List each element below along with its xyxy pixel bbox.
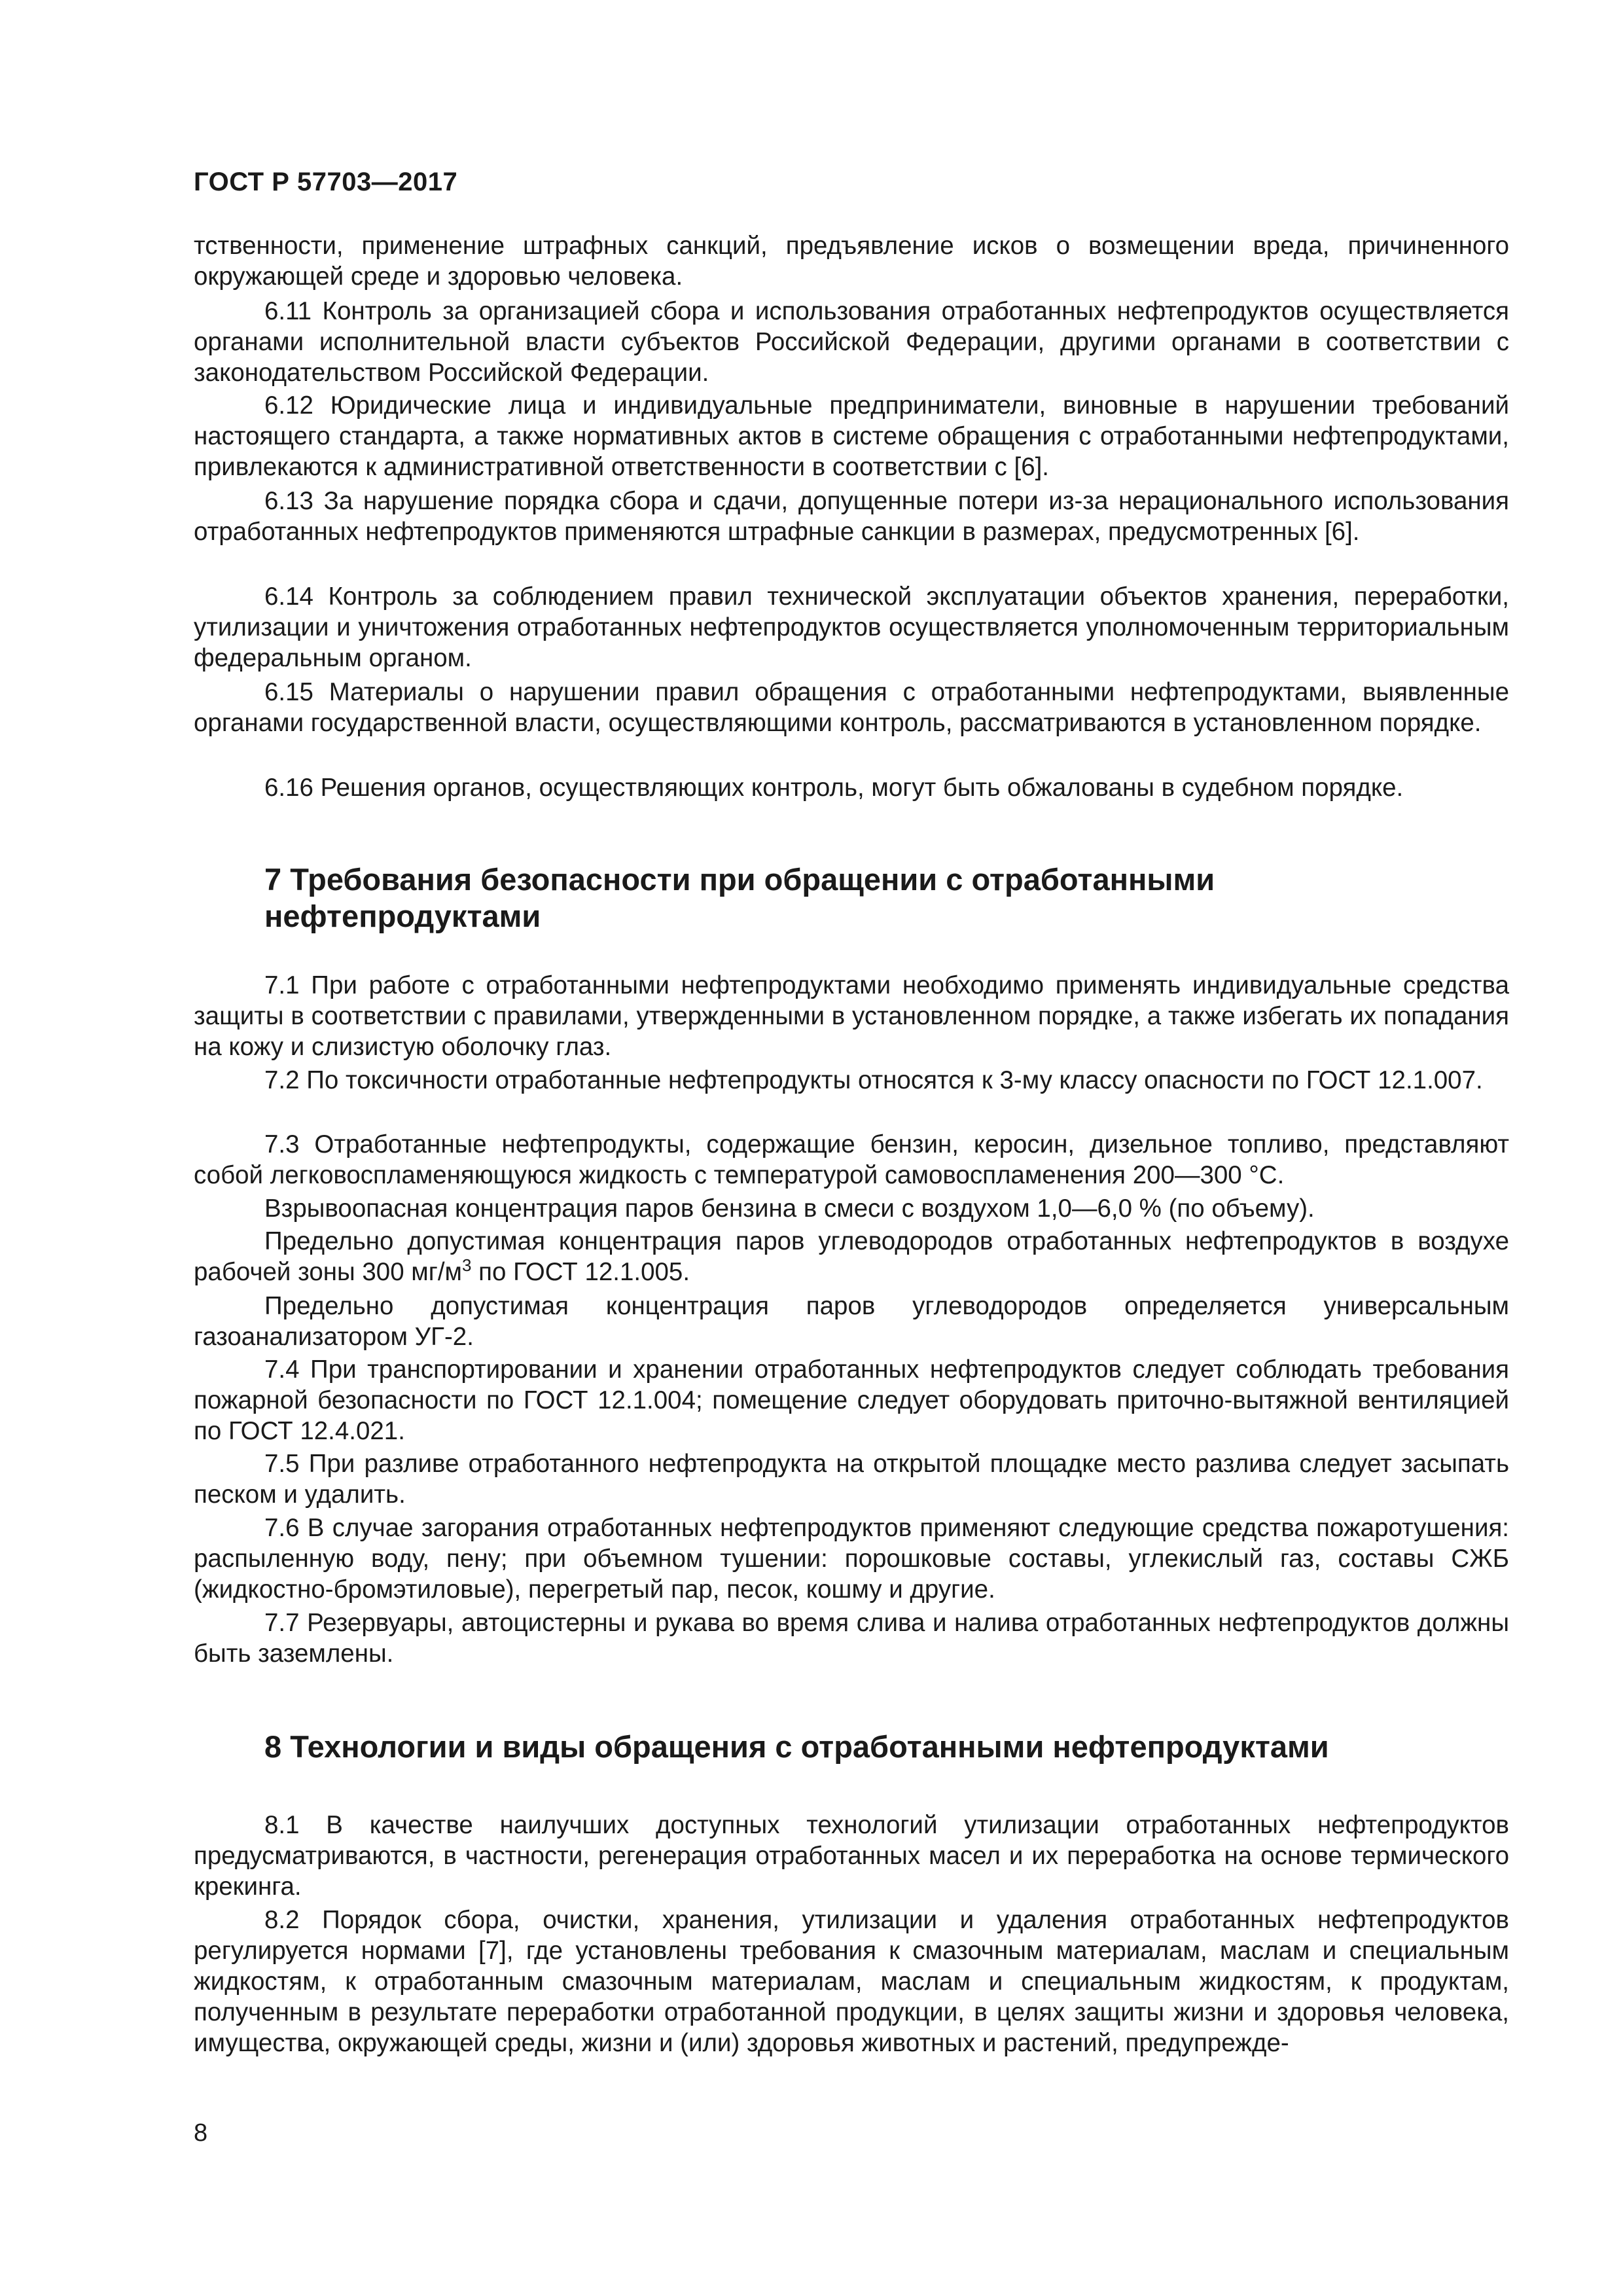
paragraph-continuation: тственности, применение штрафных санкций, предъявление исков о возмещении вреда, причиненного окружающей среде и здоровью человека. [194,232,1509,291]
paragraph-6-13: 6.13 За нарушение порядка сбора и сдачи, допущенные потери из-за нерационального использования отработанных нефтепродуктов применяются штрафные санкции в размерах, предусмотренных [6]. [194,487,1509,546]
mpc-text: Предельно допустимая концентрация паров углеводородов отработанных нефтепродуктов в воздухе рабочей зоны 300 мг/м [194,1227,1509,1286]
paragraph-6-16: 6.16 Решения органов, осуществляющих контроль, могут быть обжалованы в судебном порядке. [264,774,1404,802]
paragraph-7-3: 7.3 Отработанные нефтепродукты, содержащие бензин, керосин, дизельное топливо, представляют собой легковоспламеняющуюся жидкость с температурой самовоспламенения 200—300 °С. [194,1130,1509,1189]
document-page [194,0,1509,2296]
section-7-heading-line1: 7 Требования безопасности при обращении с отработанными [264,862,1215,897]
paragraph-6-12: 6.12 Юридические лица и индивидуальные предприниматели, виновные в нарушении требований настоящего стандарта, а также нормативных актов в системе обращения с отработанными нефтепродуктами, привлекаются к административной ответственности в соответствии с [6]. [194,391,1509,481]
paragraph-7-6: 7.6 В случае загорания отработанных нефтепродуктов применяют следующие средства пожаротушения: распыленную воду, пену; при объемном тушении: порошковые составы, углекислый газ, составы СЖБ (жидкостно-бромэтиловые), перегретый пар, песок, кошму и другие. [194,1514,1509,1604]
paragraph-8-2: 8.2 Порядок сбора, очистки, хранения, утилизации и удаления отработанных нефтепродуктов регулируется нормами [7], где установлены требования к смазочным материалам, маслам и специальным жидкостям, к отработанным смазочным материалам, маслам и специальным жидкостям, к продуктам, полученным в результате переработки отработанной продукции, в целях защиты жизни и здоровья человека, имущества, окружающей среды, жизни и (или) здоровья животных и растений, предупрежде- [194,1906,1509,2057]
paragraph-7-3-explosive: Взрывоопасная концентрация паров бензина в смеси с воздухом 1,0—6,0 % (по объему). [264,1194,1315,1223]
section-7-heading [264,861,1508,935]
paragraph-7-3-mpc [194,1226,1509,1287]
paragraph-6-14: 6.14 Контроль за соблюдением правил технической эксплуатации объектов хранения, переработки, утилизации и уничтожения отработанных нефтепродуктов осуществляется уполномоченным территориальным федеральным органом. [194,583,1509,672]
paragraph-7-5: 7.5 При разливе отработанного нефтепродукта на открытой площадке место разлива следует засыпать песком и удалить. [194,1450,1509,1509]
page-number: 8 [194,2119,208,2147]
paragraph-7-1: 7.1 При работе с отработанными нефтепродуктами необходимо применять индивидуальные средства защиты в соответствии с правилами, утвержденными в установленном порядке, а также избегать их попадания на кожу и слизистую оболочку глаз. [194,971,1509,1061]
paragraph-8-1: 8.1 В качестве наилучших доступных технологий утилизации отработанных нефтепродуктов предусматриваются, в частности, регенерация отработанных масел и их переработка на основе термического крекинга. [194,1811,1509,1901]
paragraph-6-15: 6.15 Материалы о нарушении правил обращения с отработанными нефтепродуктами, выявленные органами государственной власти, осуществляющими контроль, рассматриваются в установленном порядке. [194,678,1509,737]
section-7-heading-line2: нефтепродуктами [264,899,541,933]
document-code-header: ГОСТ Р 57703—2017 [194,168,458,196]
mpc-text-end: по ГОСТ 12.1.005. [471,1258,690,1286]
mpc-superscript: 3 [461,1255,472,1276]
section-8-heading: 8 Технологии и виды обращения с отработанными нефтепродуктами [264,1729,1329,1764]
paragraph-7-3-analyzer: Предельно допустимая концентрация паров углеводородов определяется универсальным газоанализатором УГ-2. [194,1292,1509,1351]
paragraph-7-4: 7.4 При транспортировании и хранении отработанных нефтепродуктов следует соблюдать требования пожарной безопасности по ГОСТ 12.1.004; помещение следует оборудовать приточно-вытяжной вентиляцией по ГОСТ 12.4.021. [194,1355,1509,1445]
paragraph-6-11: 6.11 Контроль за организацией сбора и использования отработанных нефтепродуктов осуществляется органами исполнительной власти субъектов Российской Федерации, другими органами в соответствии с законодательством Российской Федерации. [194,297,1509,387]
paragraph-7-7: 7.7 Резервуары, автоцистерны и рукава во время слива и налива отработанных нефтепродуктов должны быть заземлены. [194,1609,1509,1668]
paragraph-7-2: 7.2 По токсичности отработанные нефтепродукты относятся к 3-му классу опасности по ГОСТ 12.1.007. [264,1066,1483,1094]
